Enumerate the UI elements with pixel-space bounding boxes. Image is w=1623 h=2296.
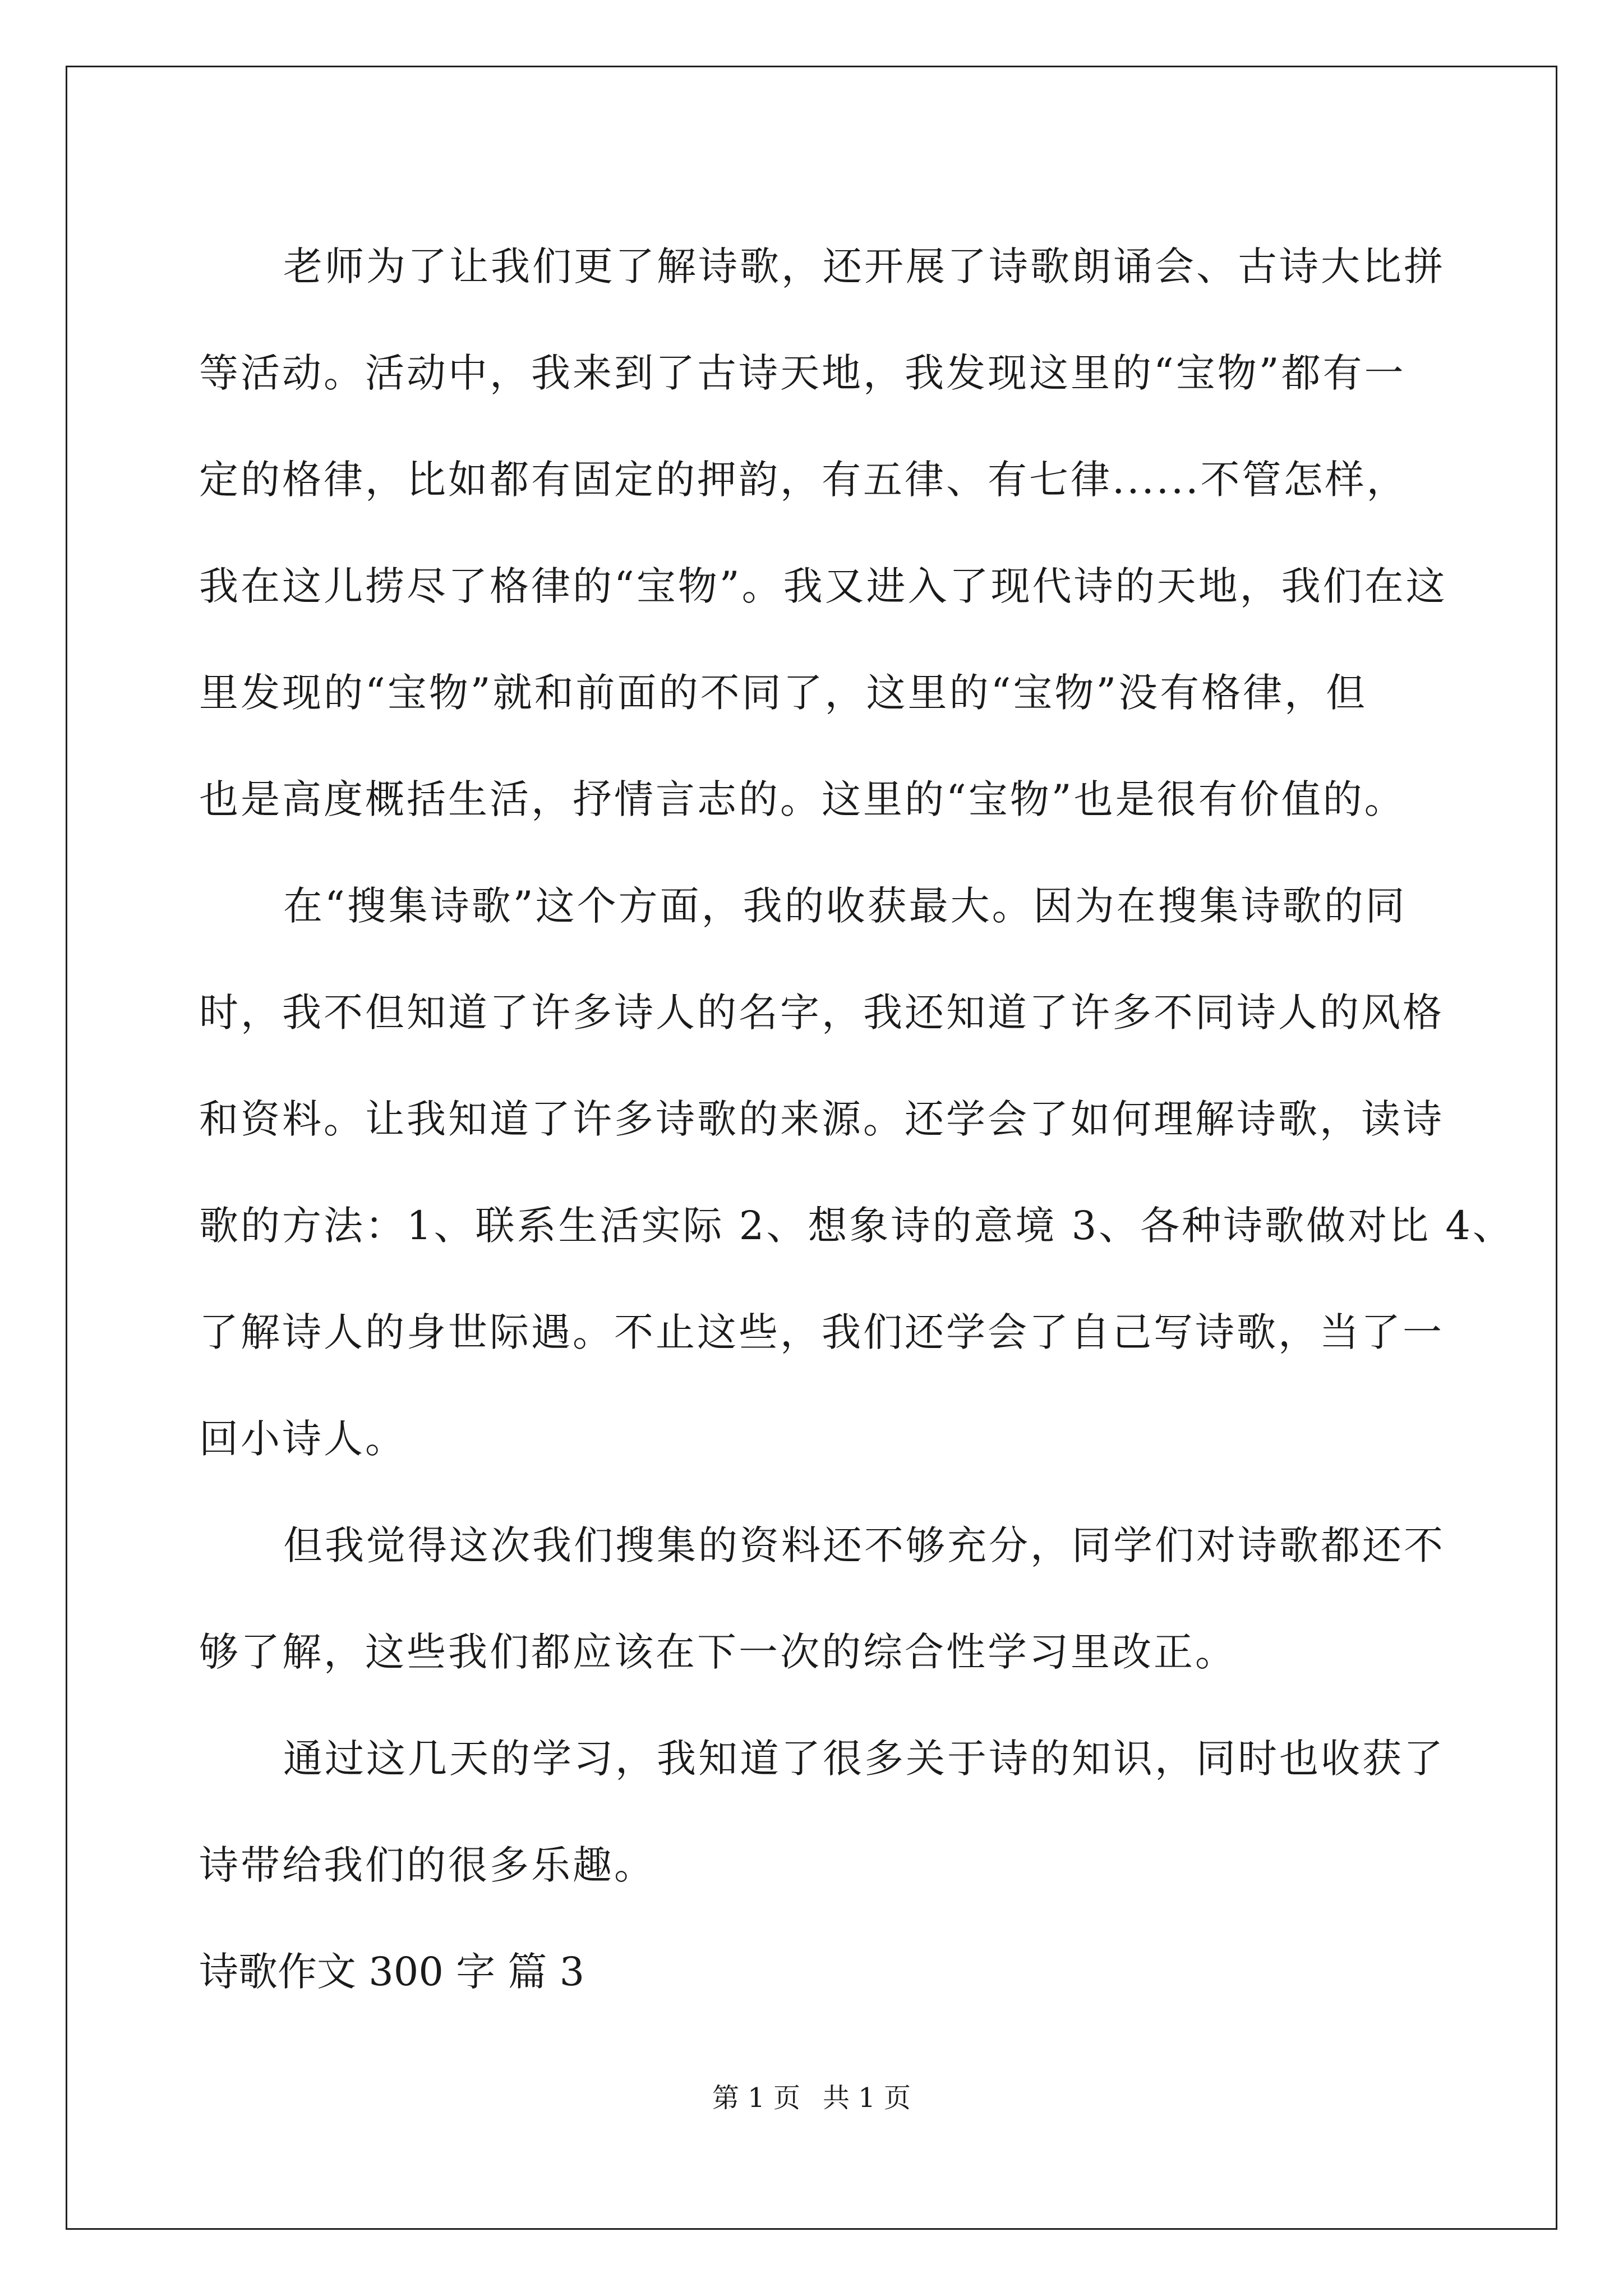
paragraph-line: 但我觉得这次我们搜集的资料还不够充分，同学们对诗歌都还不 — [283, 1522, 1445, 1568]
paragraph-line: 里发现的“宝物”就和前面的不同了，这里的“宝物”没有格律，但 — [199, 670, 1368, 716]
paragraph-line: 也是高度概括生活，抒情言志的。这里的“宝物”也是很有价值的。 — [199, 776, 1406, 822]
paragraph-line: 定的格律，比如都有固定的押韵，有五律、有七律......不管怎样， — [199, 457, 1408, 503]
paragraph-line: 回小诗人。 — [199, 1416, 407, 1462]
paragraph-line: 老师为了让我们更了解诗歌，还开展了诗歌朗诵会、古诗大比拼 — [283, 243, 1445, 289]
page-total: 共 1 页 — [823, 2082, 911, 2114]
paragraph-line: 诗带给我们的很多乐趣。 — [199, 1842, 656, 1888]
paragraph-line: 我在这儿捞尽了格律的“宝物”。我又进入了现代诗的天地，我们在这 — [199, 563, 1447, 609]
paragraph-line: 在“搜集诗歌”这个方面，我的收获最大。因为在搜集诗歌的同 — [283, 883, 1407, 929]
paragraph-line: 等活动。活动中，我来到了古诗天地，我发现这里的“宝物”都有一 — [199, 350, 1406, 396]
paragraph-4 — [199, 1705, 1445, 1918]
paragraph-line: 和资料。让我知道了许多诗歌的来源。还学会了如何理解诗歌，读诗 — [199, 1096, 1444, 1142]
paragraph-line: 了解诗人的身世际遇。不止这些，我们还学会了自己写诗歌，当了一 — [199, 1309, 1444, 1355]
paragraph-3 — [199, 1492, 1445, 1705]
paragraph-2 — [199, 853, 1514, 1492]
section-heading: 诗歌作文 300 字 篇 3 — [199, 1949, 585, 1995]
document-body — [199, 213, 1514, 2025]
paragraph-line: 歌的方法：1、联系生活实际 2、想象诗的意境 3、各种诗歌做对比 4、 — [199, 1203, 1514, 1249]
paragraph-1 — [199, 213, 1447, 853]
page-footer — [0, 2081, 1623, 2115]
paragraph-line: 通过这几天的学习，我知道了很多关于诗的知识，同时也收获了 — [283, 1736, 1445, 1782]
paragraph-line: 够了解，这些我们都应该在下一次的综合性学习里改正。 — [199, 1629, 1237, 1675]
page-number: 第 1 页 — [712, 2082, 800, 2114]
paragraph-line: 时，我不但知道了许多诗人的名字，我还知道了许多不同诗人的风格 — [199, 990, 1444, 1036]
